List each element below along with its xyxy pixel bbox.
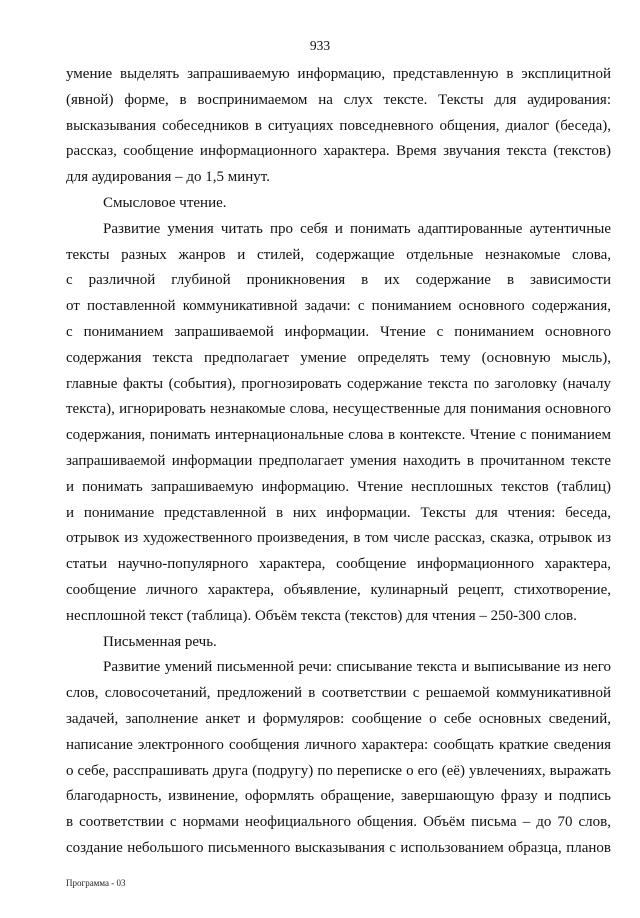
footer-label: Программа - 03 [66, 878, 126, 888]
body-text [66, 62, 611, 862]
text-line: слов, словосочетаний, предложений в соответствии с решаемой коммуникативной [66, 685, 611, 702]
text-line: и понимать запрашиваемую информацию. Чтение несплошных текстов (таблиц) [66, 478, 611, 495]
text-line: благодарность, извинение, оформлять обращение, завершающую фразу и подпись [66, 788, 611, 805]
text-line: и понимание представленной в них информации. Тексты для чтения: беседа, [66, 504, 611, 521]
text-line: статьи научно-популярного характера, сообщение информационного характера, [66, 556, 611, 573]
text-line: Смысловое чтение. [103, 194, 227, 211]
text-line: главные факты (события), прогнозировать содержание текста по заголовку (началу [66, 375, 611, 392]
text-line: о себе, расспрашивать друга (подругу) по переписке о его (её) увлечениях, выражать [66, 762, 611, 779]
text-line: (явной) форме, в воспринимаемом на слух тексте. Тексты для аудирования: [66, 91, 611, 108]
text-line: высказывания собеседников в ситуациях повседневного общения, диалог (беседа), [66, 117, 611, 134]
text-line: создание небольшого письменного высказывания с использованием образца, планов [66, 839, 611, 856]
text-line: умение выделять запрашиваемую информацию, представленную в эксплицитной [66, 66, 611, 82]
text-line: задачей, заполнение анкет и формуляров: сообщение о себе основных сведений, [66, 710, 611, 727]
text-line: рассказ, сообщение информационного характера. Время звучания текста (текстов) [66, 143, 611, 160]
text-line: Развитие умений письменной речи: списывание текста и выписывание из него [103, 659, 611, 676]
text-line: от поставленной коммуникативной задачи: с пониманием основного содержания, [66, 298, 611, 315]
text-line: для аудирования – до 1,5 минут. [66, 169, 270, 186]
text-line: содержания текста предполагает умение определять тему (основную мысль), [66, 349, 611, 366]
text-line: Письменная речь. [103, 633, 217, 650]
text-line: с различной глубиной проникновения в их содержание в зависимости [66, 272, 611, 289]
text-line: запрашиваемой информации предполагает умения находить в прочитанном тексте [66, 452, 611, 469]
text-line: тексты разных жанров и стилей, содержащие отдельные незнакомые слова, [66, 246, 611, 263]
text-line: отрывок из художественного произведения, в том числе рассказ, сказка, отрывок из [66, 530, 611, 547]
text-line: сообщение личного характера, объявление, кулинарный рецепт, стихотворение, [66, 581, 611, 598]
text-line: Развитие умения читать про себя и понимать адаптированные аутентичные [103, 220, 611, 237]
page-number: 933 [309, 38, 331, 53]
text-line: содержания, понимать интернациональные слова в контексте. Чтение с пониманием [66, 427, 611, 444]
text-line: несплошной текст (таблица). Объём текста (текстов) для чтения – 250-300 слов. [66, 607, 577, 624]
text-line: написание электронного сообщения личного характера: сообщать краткие сведения [66, 736, 611, 753]
text-line: текста), игнорировать незнакомые слова, несущественные для понимания основного [66, 401, 611, 418]
text-line: с пониманием запрашиваемой информации. Чтение с пониманием основного [66, 323, 611, 340]
text-line: в соответствии с нормами неофициального общения. Объём письма – до 70 слов, [66, 814, 611, 831]
